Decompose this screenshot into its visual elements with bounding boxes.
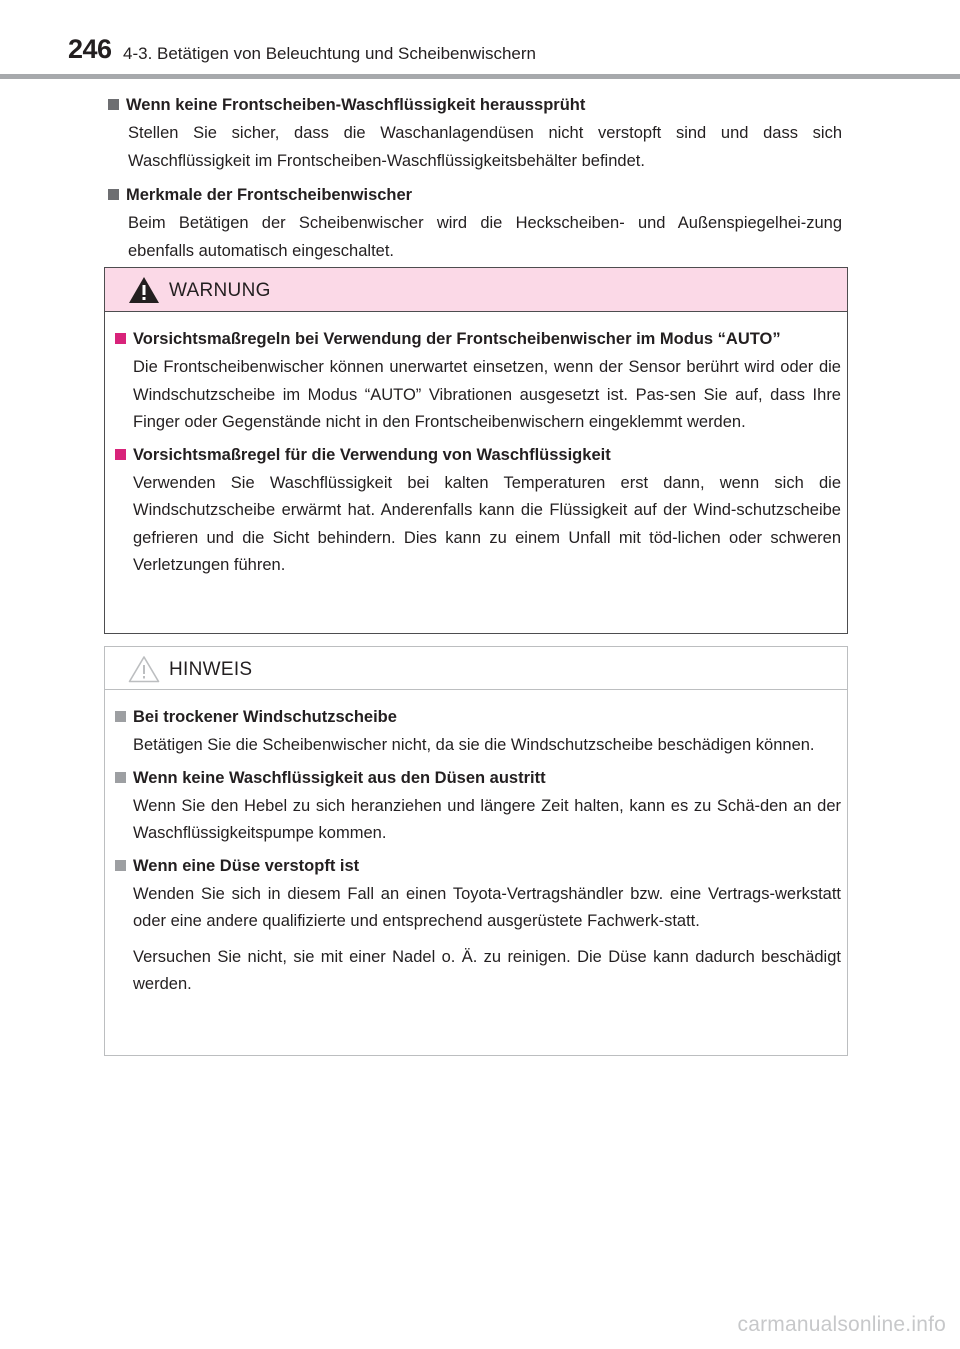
item-heading: Merkmale der Frontscheibenwischer bbox=[126, 186, 413, 204]
notice-item-clogged-nozzle bbox=[115, 854, 841, 999]
item-body: Stellen Sie sicher, dass die Waschanlagendüsen nicht verstopft sind und dass sich Waschflüssigkeit im Frontscheiben-Waschflüssigkeitsbehälter befindet. bbox=[128, 124, 842, 170]
intro-section bbox=[108, 93, 842, 273]
warning-body bbox=[105, 312, 847, 580]
intro-item-spray bbox=[108, 93, 842, 175]
warning-item-auto-mode bbox=[115, 327, 841, 437]
item-body: Wenden Sie sich in diesem Fall an einen Toyota-Vertragshändler bzw. eine Vertrags-werkstatt oder eine andere qualifizierte und entsprechend ausgerüstete Fachwerk-statt. bbox=[133, 884, 841, 930]
notice-box bbox=[104, 646, 848, 1056]
warning-triangle-icon bbox=[128, 276, 160, 304]
watermark: carmanualsonline.info bbox=[737, 1313, 946, 1336]
square-bullet-icon bbox=[108, 189, 119, 200]
warning-outline-icon bbox=[128, 655, 160, 683]
item-body: Betätigen Sie die Scheibenwischer nicht, da sie die Windschutzscheibe beschädigen können. bbox=[133, 736, 815, 754]
notice-title: HINWEIS bbox=[169, 659, 253, 680]
warning-title: WARNUNG bbox=[169, 280, 271, 301]
item-heading: Bei trockener Windschutzscheibe bbox=[133, 708, 397, 726]
header-divider bbox=[0, 74, 960, 79]
item-body: Beim Betätigen der Scheibenwischer wird die Heckscheiben- und Außenspiegelhei-zung ebenfalls automatisch eingeschaltet. bbox=[128, 214, 842, 260]
square-bullet-icon bbox=[115, 449, 126, 460]
page-number: 246 bbox=[68, 34, 112, 64]
notice-item-dry-windshield bbox=[115, 705, 841, 760]
square-bullet-icon bbox=[115, 711, 126, 722]
item-body-secondary: Versuchen Sie nicht, sie mit einer Nadel o. Ä. zu reinigen. Die Düse kann dadurch beschädigt werden. bbox=[133, 947, 841, 993]
warning-box bbox=[104, 267, 848, 634]
intro-item-features bbox=[108, 183, 842, 265]
warning-header bbox=[105, 268, 847, 312]
square-bullet-icon bbox=[115, 860, 126, 871]
notice-item-no-fluid bbox=[115, 766, 841, 848]
item-heading: Wenn keine Waschflüssigkeit aus den Düsen austritt bbox=[133, 768, 546, 787]
item-body: Wenn Sie den Hebel zu sich heranziehen und längere Zeit halten, kann es zu Schä-den an der Waschflüssigkeitspumpe kommen. bbox=[133, 796, 841, 842]
square-bullet-icon bbox=[115, 333, 126, 344]
square-bullet-icon bbox=[115, 772, 126, 783]
page-header bbox=[0, 0, 960, 80]
notice-body bbox=[105, 690, 847, 999]
section-title: 4-3. Betätigen von Beleuchtung und Scheibenwischern bbox=[123, 44, 537, 63]
item-heading: Wenn eine Düse verstopft ist bbox=[133, 856, 360, 875]
item-heading: Vorsichtsmaßregel für die Verwendung von Waschflüssigkeit bbox=[133, 445, 611, 464]
warning-item-washer-fluid bbox=[115, 443, 841, 580]
item-body: Verwenden Sie Waschflüssigkeit bei kalten Temperaturen erst dann, wenn sich die Windschutzscheibe erwärmt hat. Anderenfalls kann die Flüssigkeit auf der Wind-schutzscheibe gefrieren und die Sicht behindern. Dies kann zu einem Unfall mit töd-lichen oder schweren Verletzungen führen. bbox=[133, 473, 841, 574]
item-body: Die Frontscheibenwischer können unerwartet einsetzen, wenn der Sensor berührt wird oder die Windschutzscheibe im Modus “AUTO” Vibrationen ausgesetzt ist. Pas-sen Sie auf, dass Ihre Finger oder Gegenstände nicht in den Frontscheibenwischern eingeklemmt werden. bbox=[133, 358, 841, 431]
item-heading: Wenn keine Frontscheiben-Waschflüssigkeit heraussprüht bbox=[126, 96, 586, 114]
item-heading: Vorsichtsmaßregeln bei Verwendung der Frontscheibenwischer im Modus “AUTO” bbox=[133, 330, 781, 348]
notice-header bbox=[105, 647, 847, 690]
square-bullet-icon bbox=[108, 99, 119, 110]
